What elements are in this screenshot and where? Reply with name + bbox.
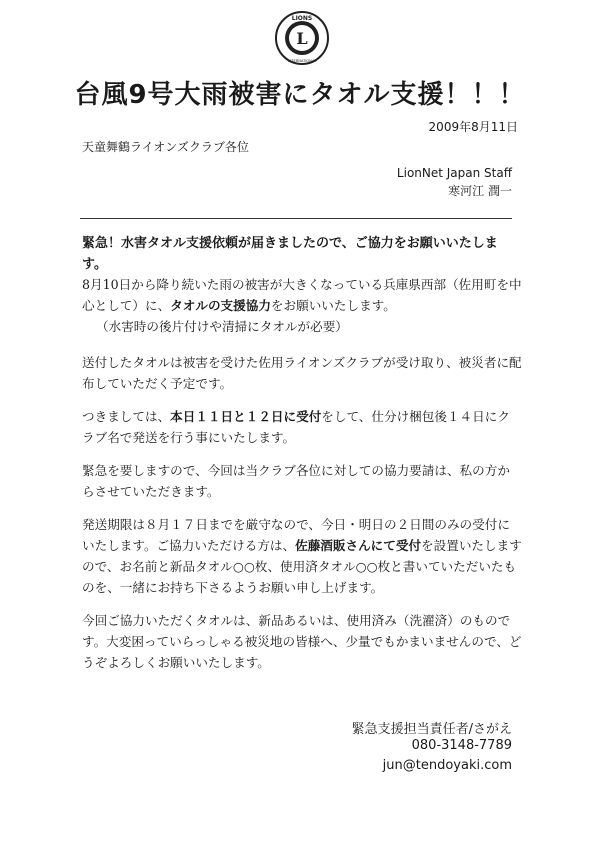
addressee: 天童舞鶴ライオンズクラブ各位 [82, 140, 249, 154]
divider [80, 218, 512, 219]
sender-name: 寒河江 潤一 [448, 184, 512, 198]
paragraph-text: をして、仕分け梱包後１４日にクラブ名で発送を行う事にいたします。 [82, 409, 510, 445]
paragraph-text: つきましては、 [82, 409, 171, 424]
signature-email: jun@tendoyaki.com [382, 758, 512, 773]
signature-role: 緊急支援担当責任者/さがえ [351, 722, 512, 737]
emphasis-text: 佐藤酒販さんにて受付 [295, 538, 422, 553]
paragraph-deadline [82, 514, 522, 598]
emphasis-text: 本日１１日と１２日に受付 [170, 409, 322, 424]
paragraph-text: をお願いいたします。 [270, 298, 396, 313]
logo-top-text: LIONS [291, 15, 313, 22]
emphasis-text: タオルの支援協力 [170, 298, 271, 313]
paragraph-request [82, 274, 522, 316]
lions-emblem-icon [274, 10, 330, 66]
document-date: 2009年8月11日 [428, 120, 518, 134]
paragraph-text: 8月10日から降り続いた雨の被害が大きくなっている兵庫県西部（佐用町を中心として）に、 [82, 277, 522, 313]
paragraph-closing: 今回ご協力いただくタオルは、新品あるいは、使用済み（洗濯済）のものです。大変困っていらっしゃる被災地の皆様へ、少量でもかまいませんので、どうぞよろしくお願いいたします。 [82, 613, 522, 670]
paragraph-delivery: 送付したタオルは被害を受けた佐用ライオンズクラブが受け取り、被災者に配布していただく予定です。 [82, 355, 522, 391]
paragraph-note: （水害時の後片付けや清掃にタオルが必要） [96, 319, 348, 334]
headline: 緊急！水害タオル支援依頼が届きましたので、ご協力をお願いいたします。 [82, 236, 498, 272]
logo-bottom-text: INTERNATIONAL [287, 59, 317, 63]
paragraph-text: 発送期限は８月１７日までを厳守なので、今日・明日の２日間のみの受付にいたします。ご協力いただける方は、 [82, 517, 510, 553]
page-title: 台風9号大雨被害にタオル支援！！！ [74, 80, 526, 110]
paragraph-urgency: 緊急を要しますので、今回は当クラブ各位に対しての協力要請は、私の方からさせていただきます。 [82, 463, 510, 499]
lions-club-logo [274, 10, 330, 66]
logo-letter: L [296, 29, 308, 48]
sender-organization: LionNet Japan Staff [396, 166, 512, 180]
paragraph-schedule [82, 406, 522, 448]
signature-phone: 080-3148-7789 [411, 738, 512, 753]
paragraph-text: を設置いたしますので、お名前と新品タオル○○枚、使用済タオル○○枚と書いていただいたものを、一緒にお持ち下さるようお願い申し上げます。 [82, 538, 522, 595]
